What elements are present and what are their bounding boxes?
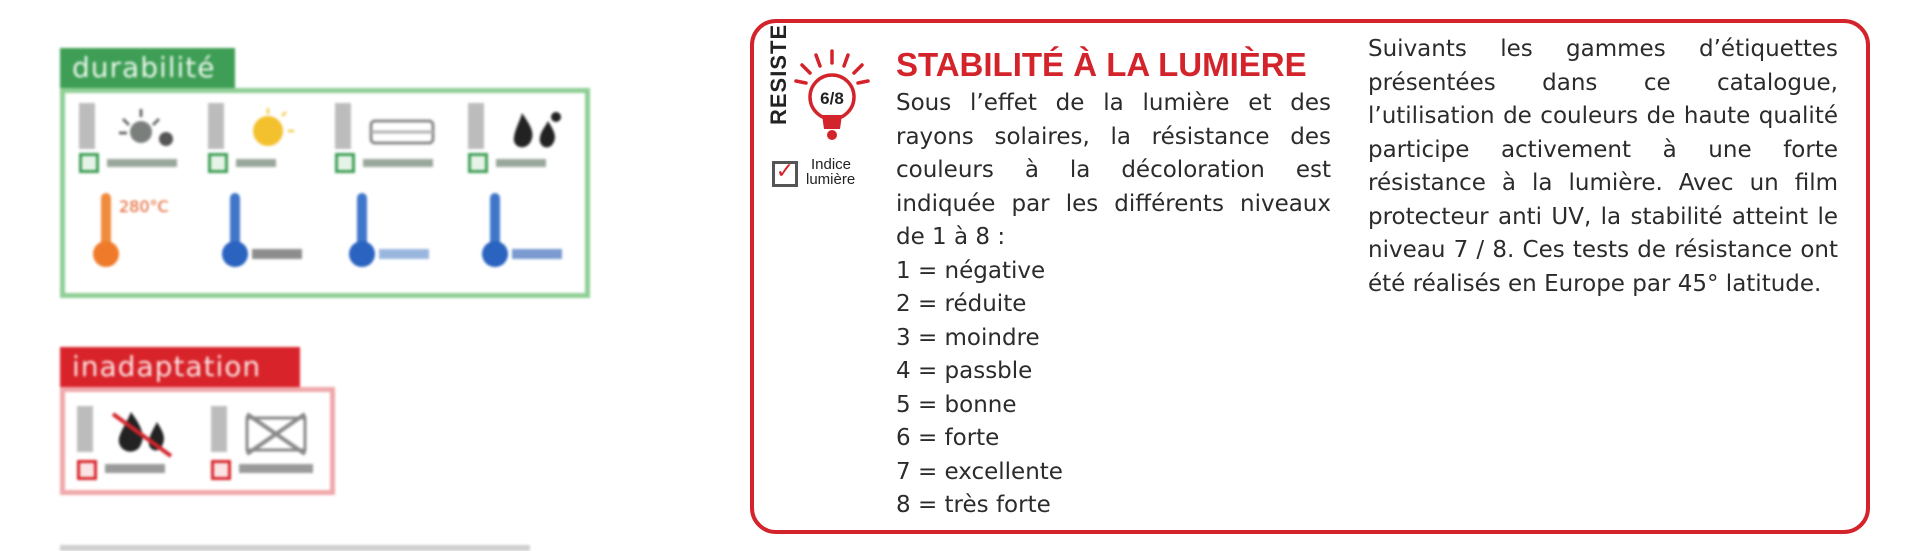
index-label-line2: lumière <box>806 171 856 188</box>
list-item: 1 = négative <box>896 257 1046 284</box>
check-icon: ✓ <box>772 161 798 187</box>
list-item: 6 = forte <box>896 425 1000 451</box>
thermometer-cold-tile-3 <box>460 189 580 273</box>
resistance-badge <box>766 23 890 201</box>
thermometer-hot-tile <box>71 189 191 273</box>
light-stability-card <box>750 19 1870 534</box>
index-label-line1: Indice <box>811 156 852 173</box>
check-icon <box>468 153 488 173</box>
water-drops-icon <box>500 107 570 157</box>
icon-legend-panel <box>0 0 740 549</box>
inadaptation-banner: inadaptation <box>60 347 300 387</box>
thermometer-cold-tile-1 <box>200 189 320 273</box>
list-item: 3 = moindre <box>896 324 1040 351</box>
temperature-label: 280°C <box>119 197 169 216</box>
inadaptation-box <box>60 387 335 495</box>
check-icon <box>335 153 355 173</box>
check-icon <box>208 153 228 173</box>
list-item: 7 = excellente <box>896 458 1063 485</box>
durability-box <box>60 88 590 298</box>
cross-icon <box>77 460 97 480</box>
check-icon <box>79 153 99 173</box>
abrasion-icon <box>367 107 437 157</box>
index-value: 6/8 <box>820 89 844 108</box>
list-item: 4 = passble <box>896 358 1033 384</box>
side-column <box>1368 33 1838 301</box>
list-item: 2 = réduite <box>896 291 1027 317</box>
intro-column <box>896 87 1331 523</box>
cross-icon <box>211 460 231 480</box>
resiste-label: RESISTE <box>766 23 791 125</box>
drops-crossed-icon <box>107 408 177 460</box>
sun-rays-icon <box>111 107 181 157</box>
sun-tile <box>200 97 320 181</box>
washing-tile <box>203 400 328 490</box>
light-bulb-icon <box>794 49 870 157</box>
durability-banner: durabilité <box>60 48 235 88</box>
levels-list <box>896 255 1331 523</box>
card-title: STABILITÉ À LA LUMIÈRE <box>896 46 1307 83</box>
water-tile <box>460 97 580 181</box>
sun-icon <box>240 107 310 157</box>
side-paragraph: Suivants les gammes d’étiquettes présentées dans ce catalogue, l’utilisation de couleurs de haute qualité participe activement à une forte résistance à la lumière. Avec un film protecteur anti UV, la stabilité atteint le niveau 7 / 8. Ces tests de résistance ont été réalisés en Europe par 45° latitude. <box>1368 36 1838 297</box>
list-item: 8 = très forte <box>896 492 1051 518</box>
thermometer-cold-tile-2 <box>327 189 447 273</box>
intro-paragraph: Sous l’effet de la lumière et des rayons solaires, la résistance des couleurs à la décoloration est indiquée par les différents niveaux de 1 à 8 : <box>896 90 1331 250</box>
abrasion-tile <box>327 97 447 181</box>
washing-crossed-icon <box>241 408 311 460</box>
humidity-tile <box>69 400 194 490</box>
list-item: 5 = bonne <box>896 391 1017 418</box>
index-label <box>806 157 855 187</box>
light-sun-tile <box>71 97 191 181</box>
